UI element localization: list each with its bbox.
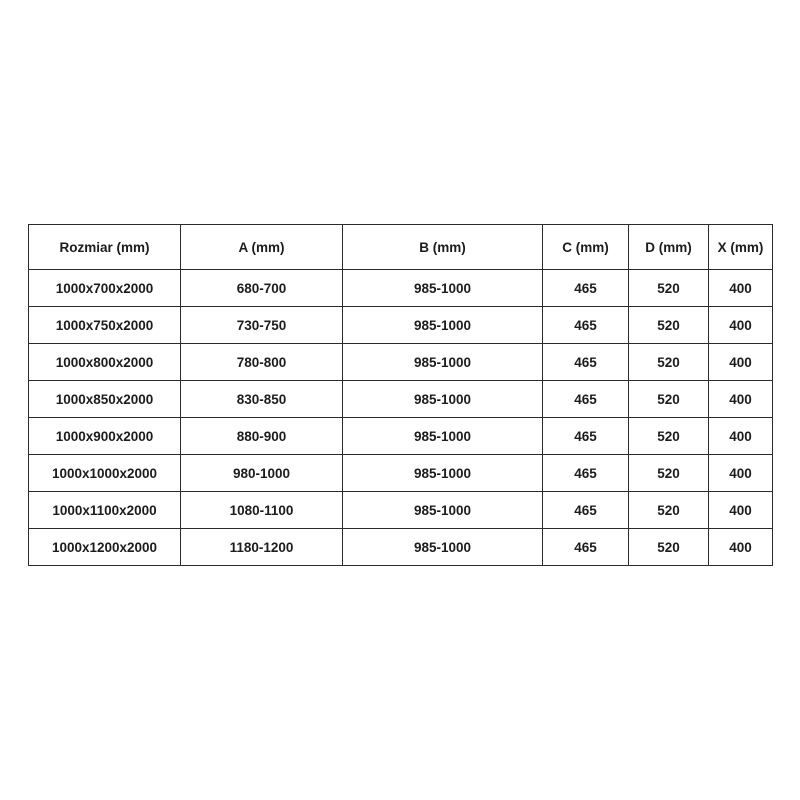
cell-a: 1080-1100	[181, 492, 343, 529]
cell-d: 520	[629, 492, 709, 529]
cell-c: 465	[543, 307, 629, 344]
table-row	[29, 418, 773, 455]
table-row	[29, 529, 773, 566]
cell-c: 465	[543, 270, 629, 307]
cell-a: 880-900	[181, 418, 343, 455]
table-row	[29, 455, 773, 492]
cell-c: 465	[543, 492, 629, 529]
cell-b: 985-1000	[343, 455, 543, 492]
cell-d: 520	[629, 307, 709, 344]
cell-size: 1000x800x2000	[29, 344, 181, 381]
column-header-x: X (mm)	[709, 225, 773, 270]
cell-x: 400	[709, 381, 773, 418]
table-header-row	[29, 225, 773, 270]
cell-x: 400	[709, 529, 773, 566]
dimensions-table	[28, 224, 773, 566]
cell-d: 520	[629, 381, 709, 418]
cell-b: 985-1000	[343, 418, 543, 455]
cell-size: 1000x1000x2000	[29, 455, 181, 492]
cell-a: 780-800	[181, 344, 343, 381]
cell-d: 520	[629, 344, 709, 381]
cell-x: 400	[709, 270, 773, 307]
cell-size: 1000x700x2000	[29, 270, 181, 307]
cell-size: 1000x850x2000	[29, 381, 181, 418]
column-header-b: B (mm)	[343, 225, 543, 270]
cell-a: 980-1000	[181, 455, 343, 492]
column-header-a: A (mm)	[181, 225, 343, 270]
cell-d: 520	[629, 529, 709, 566]
cell-d: 520	[629, 270, 709, 307]
cell-x: 400	[709, 492, 773, 529]
cell-a: 1180-1200	[181, 529, 343, 566]
cell-b: 985-1000	[343, 492, 543, 529]
cell-d: 520	[629, 455, 709, 492]
cell-x: 400	[709, 455, 773, 492]
cell-b: 985-1000	[343, 381, 543, 418]
cell-x: 400	[709, 307, 773, 344]
cell-b: 985-1000	[343, 344, 543, 381]
table-row	[29, 381, 773, 418]
cell-x: 400	[709, 418, 773, 455]
cell-b: 985-1000	[343, 529, 543, 566]
cell-c: 465	[543, 529, 629, 566]
cell-size: 1000x1100x2000	[29, 492, 181, 529]
cell-c: 465	[543, 381, 629, 418]
cell-d: 520	[629, 418, 709, 455]
cell-a: 730-750	[181, 307, 343, 344]
cell-size: 1000x750x2000	[29, 307, 181, 344]
column-header-size: Rozmiar (mm)	[29, 225, 181, 270]
column-header-d: D (mm)	[629, 225, 709, 270]
dimensions-table-container	[28, 224, 772, 566]
cell-c: 465	[543, 344, 629, 381]
cell-x: 400	[709, 344, 773, 381]
table-row	[29, 492, 773, 529]
table-row	[29, 307, 773, 344]
table-row	[29, 344, 773, 381]
cell-b: 985-1000	[343, 307, 543, 344]
cell-c: 465	[543, 455, 629, 492]
cell-b: 985-1000	[343, 270, 543, 307]
cell-a: 830-850	[181, 381, 343, 418]
cell-a: 680-700	[181, 270, 343, 307]
cell-size: 1000x900x2000	[29, 418, 181, 455]
cell-c: 465	[543, 418, 629, 455]
cell-size: 1000x1200x2000	[29, 529, 181, 566]
column-header-c: C (mm)	[543, 225, 629, 270]
table-row	[29, 270, 773, 307]
